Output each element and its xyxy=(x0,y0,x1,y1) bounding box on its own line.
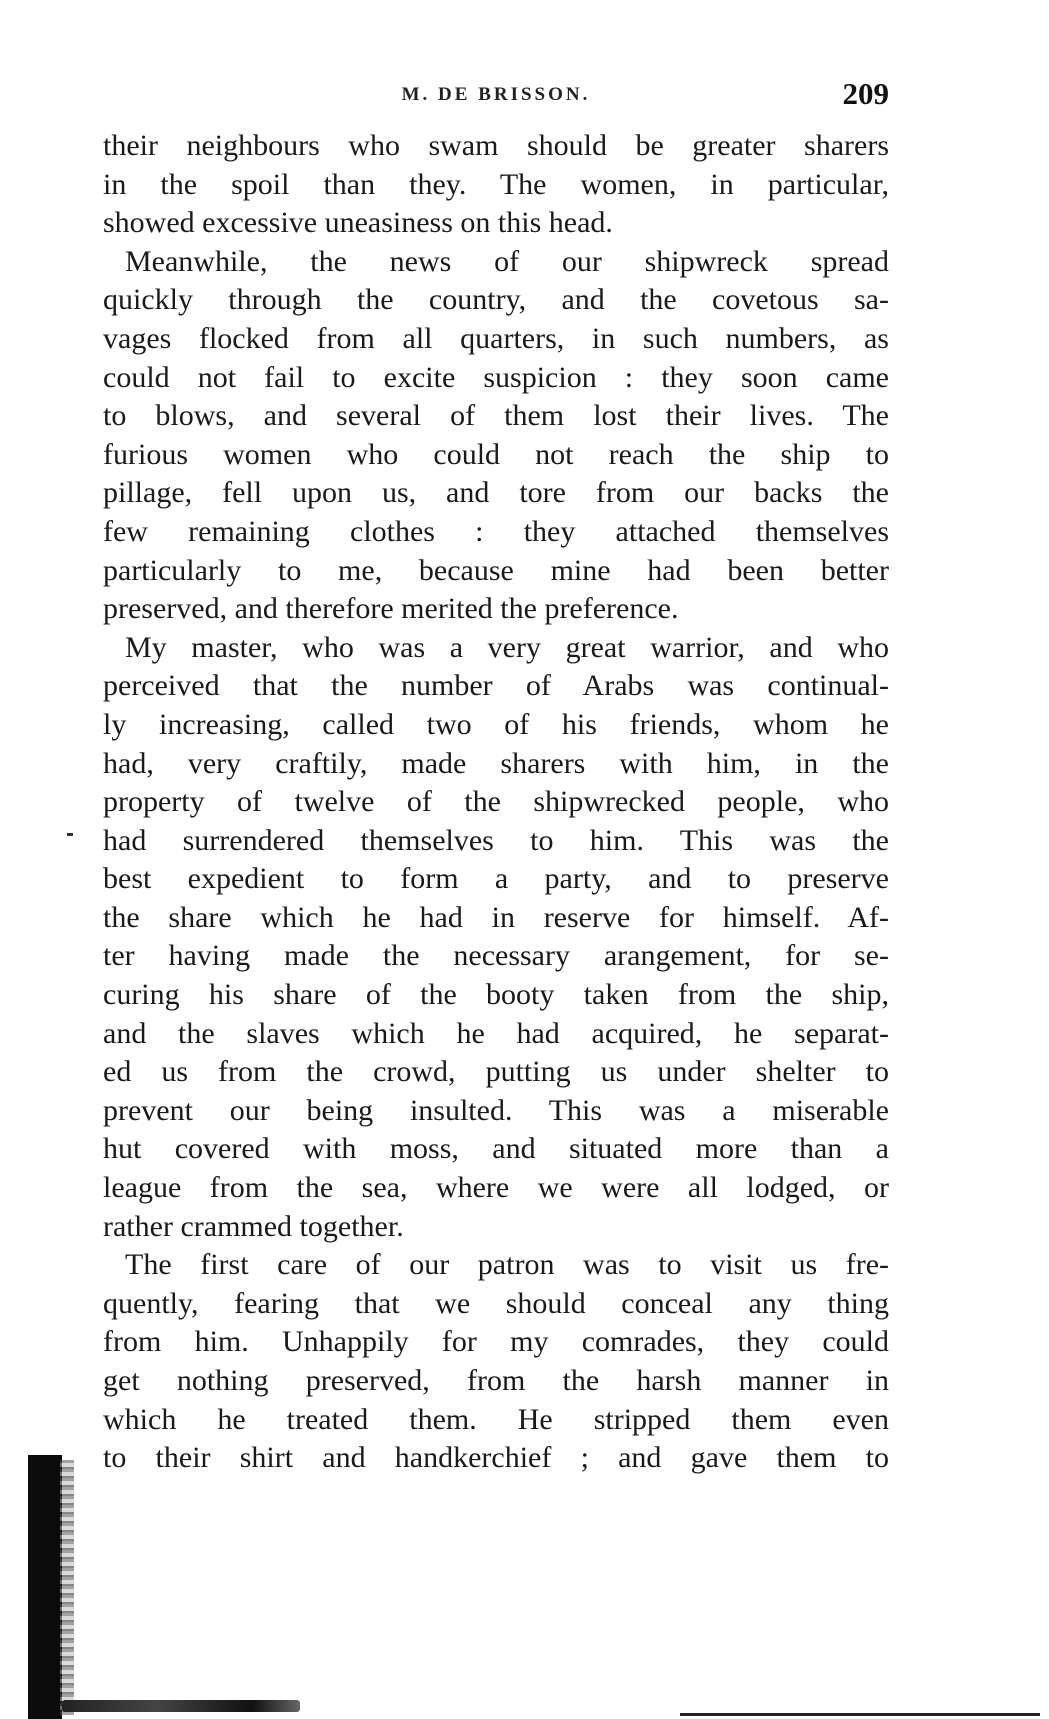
text-line: had surrendered themselves to him. This was the xyxy=(103,823,889,857)
text-line: ter having made the necessary arangement, for se- xyxy=(103,939,889,973)
text-line: showed excessive uneasiness on this head. xyxy=(103,206,613,240)
stray-ink-mark xyxy=(67,833,73,836)
text-line: pillage, fell upon us, and tore from our backs the xyxy=(103,476,889,510)
text-line: to blows, and several of them lost their lives. The xyxy=(103,399,889,433)
text-line: particularly to me, because mine had been better xyxy=(103,553,889,587)
text-line: curing his share of the booty taken from the ship, xyxy=(103,978,889,1012)
text-line: from him. Unhappily for my comrades, they could xyxy=(103,1325,889,1359)
running-head xyxy=(103,78,889,118)
text-line: prevent our being insulted. This was a miserable xyxy=(103,1093,889,1127)
text-line: The first care of our patron was to visit us fre- xyxy=(125,1248,889,1282)
text-line: furious women who could not reach the ship to xyxy=(103,437,889,471)
text-line: quently, fearing that we should conceal any thing xyxy=(103,1286,889,1320)
text-line: get nothing preserved, from the harsh manner in xyxy=(103,1364,889,1397)
text-line: My master, who was a very great warrior, and who xyxy=(125,630,889,664)
text-line: their neighbours who swam should be greater sharers xyxy=(103,129,889,162)
text-line: had, very craftily, made sharers with him, in the xyxy=(103,746,889,780)
text-line: few remaining clothes : they attached themselves xyxy=(103,514,889,548)
text-line: the share which he had in reserve for himself. Af- xyxy=(103,900,889,934)
page-number: 209 xyxy=(842,76,889,111)
text-line: quickly through the country, and the covetous sa- xyxy=(103,283,889,317)
scan-bottom-rule xyxy=(680,1713,1040,1716)
text-line: and the slaves which he had acquired, he separat- xyxy=(103,1016,889,1050)
scan-edge-shadow xyxy=(28,1455,62,1719)
scan-bottom-smudge xyxy=(62,1700,300,1712)
text-line: in the spoil than they. The women, in particular, xyxy=(103,167,889,201)
text-line: best expedient to form a party, and to preserve xyxy=(103,862,889,896)
text-line: Meanwhile, the news of our shipwreck spread xyxy=(125,244,889,278)
text-line: perceived that the number of Arabs was continual- xyxy=(103,669,889,703)
body-text xyxy=(103,127,889,1478)
text-line: to their shirt and handkerchief ; and gave them to xyxy=(103,1441,889,1475)
text-line: hut covered with moss, and situated more than a xyxy=(103,1132,889,1166)
text-line: rather crammed together. xyxy=(103,1209,404,1243)
text-line: vages flocked from all quarters, in such numbers, as xyxy=(103,321,889,355)
text-line: ly increasing, called two of his friends, whom he xyxy=(103,707,889,741)
text-line: could not fail to excite suspicion : they soon came xyxy=(103,360,889,394)
text-line: ed us from the crowd, putting us under shelter to xyxy=(103,1055,889,1089)
scan-edge-speckle xyxy=(60,1460,74,1715)
text-line: league from the sea, where we were all lodged, or xyxy=(103,1171,889,1205)
text-line: property of twelve of the shipwrecked people, who xyxy=(103,785,889,819)
text-line: which he treated them. He stripped them even xyxy=(103,1402,889,1436)
running-title: M. DE BRISSON. xyxy=(401,84,591,105)
text-line: preserved, and therefore merited the preference. xyxy=(103,592,679,626)
